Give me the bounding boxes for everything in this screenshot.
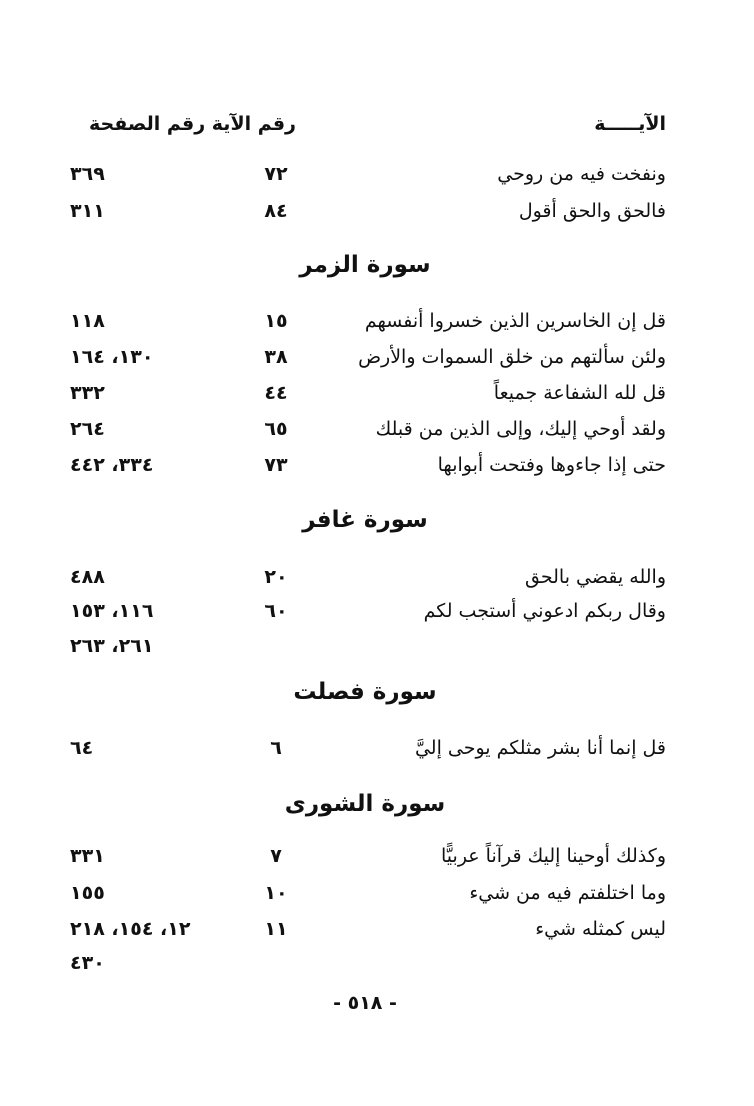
verse-text: ليس كمثله شيء xyxy=(535,918,666,940)
verse-text: فالحق والحق أقول xyxy=(518,200,666,222)
page-numbers: ١٥٥ xyxy=(70,882,105,904)
page-numbers: ٦٤ xyxy=(70,737,94,759)
table-row xyxy=(0,412,754,446)
ayah-number: ٧ xyxy=(270,845,282,867)
page-numbers: ٣١١ xyxy=(70,200,105,222)
table-row xyxy=(0,157,754,191)
page-numbers: ٤٨٨ xyxy=(70,566,105,588)
verse-text: قل إن الخاسرين الذين خسروا أنفسهم xyxy=(364,310,666,332)
ayah-number: ٣٨ xyxy=(264,346,288,368)
surah-heading: سورة الزمر xyxy=(299,252,431,278)
page-numbers: ٤٣٠ xyxy=(70,952,105,974)
page-numbers: ١٣٠، ١٦٤ xyxy=(70,346,154,368)
verse-text: وما اختلفتم فيه من شيء xyxy=(469,882,666,904)
ayah-number: ٦٠ xyxy=(264,600,288,622)
verse-text: والله يقضي بالحق xyxy=(525,566,666,588)
page-numbers: ٣٣٢ xyxy=(70,382,105,404)
verse-text: ونفخت فيه من روحي xyxy=(497,163,666,185)
page-numbers: ١١٨ xyxy=(70,310,105,332)
verse-text: قل إنما أنا بشر مثلكم يوحى إليَّ xyxy=(414,737,666,759)
table-row xyxy=(0,839,754,873)
page-numbers: ٣٦٩ xyxy=(70,163,105,185)
surah-heading: سورة فصلت xyxy=(293,679,437,705)
table-row xyxy=(0,731,754,765)
ayah-number: ٢٠ xyxy=(264,566,288,588)
ayah-number: ٤٤ xyxy=(264,382,288,404)
page-numbers: ٣٣١ xyxy=(70,845,105,867)
ayah-number: ١١ xyxy=(264,918,288,940)
table-row xyxy=(0,876,754,910)
ayah-number: ١٠ xyxy=(264,882,288,904)
ayah-number: ٦٥ xyxy=(264,418,288,440)
column-header-row xyxy=(0,107,754,141)
table-row xyxy=(0,594,754,628)
table-row xyxy=(0,448,754,482)
page-numbers: ٢٦١، ٢٦٣ xyxy=(70,635,154,657)
verse-column-header: الآيـــــة xyxy=(594,113,666,135)
surah-heading: سورة غافر xyxy=(302,507,428,533)
ayah-number: ١٥ xyxy=(264,310,288,332)
table-row xyxy=(0,560,754,594)
verse-text: وقال ربكم ادعوني أستجب لكم xyxy=(423,600,666,622)
table-row xyxy=(0,376,754,410)
page-numbers: ١١٦، ١٥٣ xyxy=(70,600,154,622)
surah-heading: سورة الشورى xyxy=(284,791,446,817)
page-numbers: ١٢، ١٥٤، ٢١٨ xyxy=(70,918,191,940)
ayah-number: ٦ xyxy=(270,737,282,759)
table-row xyxy=(0,340,754,374)
table-row xyxy=(0,304,754,338)
verse-text: وكذلك أوحينا إليك قرآناً عربيًّا xyxy=(441,845,666,867)
table-row xyxy=(0,912,754,946)
page-numbers: ٣٣٤، ٤٤٢ xyxy=(70,454,154,476)
page-numbers: ٢٦٤ xyxy=(70,418,105,440)
table-row xyxy=(0,946,754,980)
verse-text: قل لله الشفاعة جميعاً xyxy=(493,382,666,404)
verse-text: ولقد أوحي إليك، وإلى الذين من قبلك xyxy=(375,418,666,440)
page-number: - ٥١٨ - xyxy=(333,992,397,1014)
ayah-number: ٧٢ xyxy=(264,163,288,185)
ayah-number: ٨٤ xyxy=(264,200,288,222)
table-row xyxy=(0,194,754,228)
ayah-page-column-header: رقم الآية رقم الصفحة xyxy=(89,113,296,135)
verse-text: ولئن سألتهم من خلق السموات والأرض xyxy=(358,346,666,368)
table-row xyxy=(0,629,754,663)
ayah-number: ٧٣ xyxy=(264,454,288,476)
verse-text: حتى إذا جاءوها وفتحت أبوابها xyxy=(437,454,666,476)
